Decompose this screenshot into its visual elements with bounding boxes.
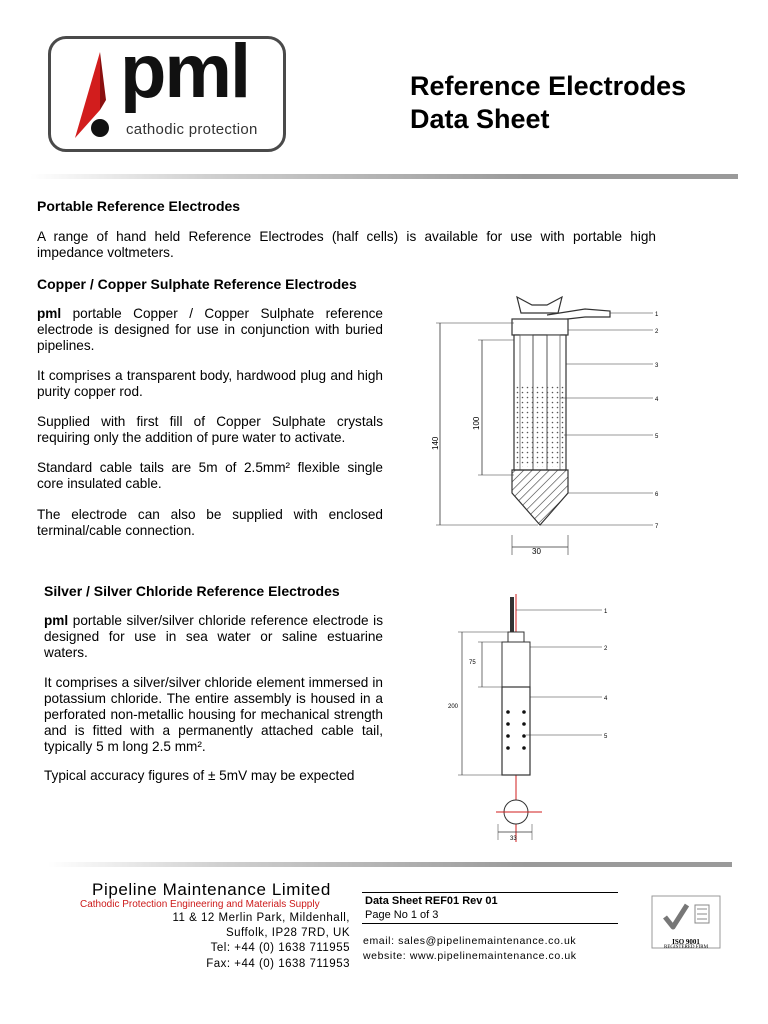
upper-housing: [502, 642, 530, 687]
silver-p1-text: portable silver/silver chloride reference electrode is designed for use in sea water or saline estuarine waters.: [44, 613, 383, 660]
silver-paragraph-3: Typical accuracy figures of ± 5mV may be expected: [44, 768, 355, 783]
silver-electrode-diagram: [440, 592, 620, 847]
copper-brand: pml: [37, 306, 62, 321]
copper-paragraph-3: Supplied with first fill of Copper Sulphate crystals requiring only the addition of pure water to activate.: [37, 414, 383, 445]
company-tagline: Cathodic Protection Engineering and Materials Supply: [80, 899, 320, 910]
silver-paragraph-2: It comprises a silver/silver chloride element immersed in potassium chloride. The entire assembly is housed in a perforated non-metallic housing for mechanical strength and is fitted with a permanently attached cable tail, typically 5 m long 2.5 mm².: [44, 675, 383, 754]
cap: [512, 319, 568, 335]
title-line-2: Data Sheet: [410, 104, 550, 134]
copper-paragraph-4: Standard cable tails are 5m of 2.5mm² flexible single core insulated cable.: [37, 460, 383, 491]
telephone: Tel: +44 (0) 1638 711955: [210, 942, 350, 954]
callout-1: 1: [604, 609, 608, 615]
dim-total-label: 140: [431, 436, 440, 450]
datasheet-rule-bottom: [362, 923, 618, 924]
crystal-fill: [516, 385, 564, 467]
wing-nut-icon: [517, 297, 562, 313]
silver-paragraph-1: [44, 613, 383, 661]
silver-heading: Silver / Silver Chloride Reference Electrodes: [44, 583, 340, 599]
fax: Fax: +44 (0) 1638 711953: [206, 958, 350, 970]
copper-p1-text: portable Copper / Copper Sulphate reference electrode is designed for use in conjunction with buried pipelines.: [37, 306, 383, 353]
silver-brand: pml: [44, 613, 69, 628]
datasheet-rule-top: [362, 892, 618, 893]
iso-subtitle: REGISTERED FIRM: [663, 945, 709, 950]
callout-7: 7: [655, 524, 659, 530]
hardwood-plug: [512, 470, 568, 525]
address-line-1: 11 & 12 Merlin Park, Mildenhall,: [172, 912, 350, 924]
copper-electrode-diagram: [420, 285, 660, 560]
callout-1: 1: [655, 312, 659, 318]
dim-upper-label: 75: [469, 660, 476, 666]
logo-subtitle: cathodic protection: [126, 121, 258, 138]
portable-heading: Portable Reference Electrodes: [37, 198, 241, 214]
callout-6: 6: [655, 492, 659, 498]
website-link[interactable]: website: www.pipelinemaintenance.co.uk: [363, 950, 577, 962]
callout-4: 4: [655, 397, 659, 403]
email-link[interactable]: email: sales@pipelinemaintenance.co.uk: [363, 935, 577, 947]
callout-5: 5: [655, 434, 659, 440]
dim-width-label: 30: [532, 547, 541, 556]
header-divider: [30, 174, 738, 179]
dim-width-label: 33: [510, 836, 517, 842]
copper-paragraph-1: [37, 306, 383, 354]
iso-title: ISO 9001: [672, 938, 700, 946]
company-name: Pipeline Maintenance Limited: [92, 880, 331, 899]
portable-intro: A range of hand held Reference Electrodes (half cells) is available for use with portable high impedance voltmeters.: [37, 229, 656, 260]
callout-2: 2: [655, 329, 659, 335]
title-line-1: Reference Electrodes: [410, 71, 687, 101]
callout-5: 5: [604, 734, 608, 740]
datasheet-ref: Data Sheet REF01 Rev 01: [365, 895, 498, 907]
perforated-housing: [502, 687, 530, 775]
logo-brand: pml: [120, 29, 250, 114]
copper-heading: Copper / Copper Sulphate Reference Electrodes: [37, 276, 357, 292]
footer-divider: [48, 862, 732, 867]
callout-2: 2: [604, 646, 608, 652]
callout-4: 4: [604, 696, 608, 702]
copper-paragraph-2: It comprises a transparent body, hardwood plug and high purity copper rod.: [37, 368, 383, 399]
page-number: Page No 1 of 3: [365, 909, 439, 921]
callout-3: 3: [655, 363, 659, 369]
dim-total-label: 200: [448, 704, 459, 710]
copper-paragraph-5: The electrode can also be supplied with enclosed terminal/cable connection.: [37, 507, 383, 538]
dim-body-label: 100: [472, 416, 481, 430]
page-title: [410, 70, 686, 136]
address-line-2: Suffolk, IP28 7RD, UK: [225, 927, 350, 939]
